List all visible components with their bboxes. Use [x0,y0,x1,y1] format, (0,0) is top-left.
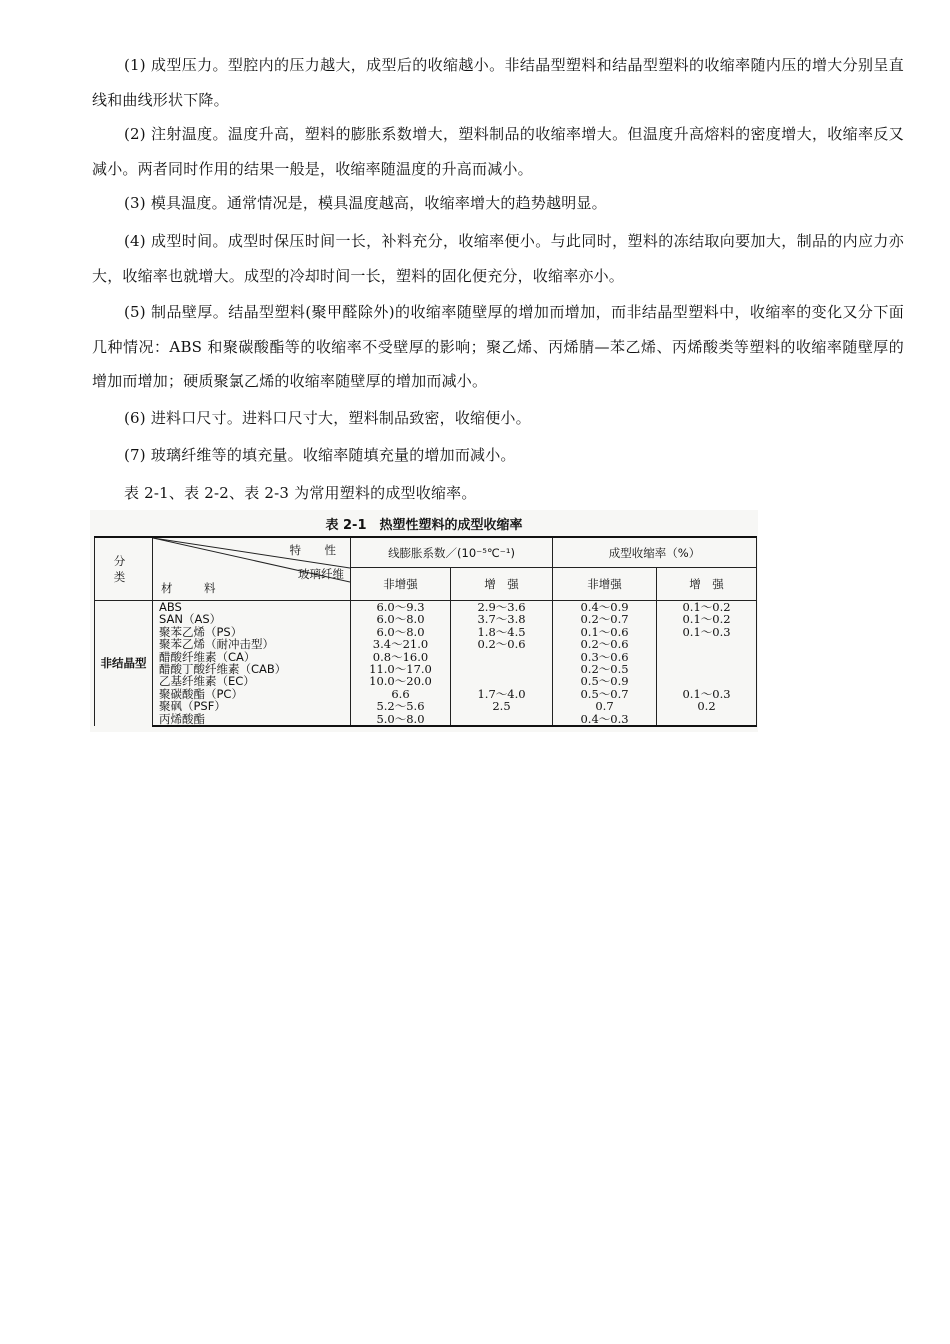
exp-rein-cell: 3.7～3.8 [451,613,553,625]
table-row [95,613,757,625]
material-cell: 聚苯乙烯（PS） [153,626,351,638]
header-shr-non-reinforced: 非增强 [553,568,657,601]
material-cell: 聚碳酸酯（PC） [153,688,351,700]
material-cell: 乙基纤维素（EC） [153,675,351,687]
table-row [95,651,757,663]
exp-rein-cell [451,663,553,675]
exp-rein-cell: 1.8～4.5 [451,626,553,638]
header-property: 特 性 [289,543,342,557]
header-expansion: 线膨胀系数／(10⁻⁵℃⁻¹) [351,537,553,568]
shr-rein-cell [657,663,757,675]
shr-non-cell: 0.5～0.7 [553,688,657,700]
shr-non-cell: 0.7 [553,700,657,712]
header-exp-reinforced: 增 强 [451,568,553,601]
exp-rein-cell: 1.7～4.0 [451,688,553,700]
exp-rein-cell [451,713,553,726]
exp-non-cell: 10.0～20.0 [351,675,451,687]
paragraph-injection-temperature: (2) 注射温度。温度升高，塑料的膨胀系数增大，塑料制品的收缩率增大。但温度升高熔料的密度增大，收缩率反又减小。两者同时作用的结果一般是，收缩率随温度的升高而减小。 [92,125,904,178]
shr-non-cell: 0.5～0.9 [553,675,657,687]
shr-non-cell: 0.3～0.6 [553,651,657,663]
exp-rein-cell [451,651,553,663]
header-shrinkage: 成型收缩率（%） [553,537,757,568]
header-diagonal-cell [153,537,351,601]
paragraph-molding-pressure: (1) 成型压力。型腔内的压力越大，成型后的收缩越小。非结晶型塑料和结晶型塑料的收缩率随内压的增大分别呈直线和曲线形状下降。 [92,56,904,109]
table-row [95,713,757,726]
material-cell: 丙烯酸酯 [153,713,351,726]
paragraph-filler-content: (7) 玻璃纤维等的填充量。收缩率随填充量的增加而减小。 [124,446,516,464]
table-row [95,700,757,712]
shr-rein-cell: 0.1～0.3 [657,626,757,638]
table-row [95,663,757,675]
shr-rein-cell: 0.1～0.2 [657,601,757,614]
shr-rein-cell: 0.1～0.2 [657,613,757,625]
table-row [95,601,757,614]
exp-rein-cell [451,675,553,687]
table-row [95,675,757,687]
shr-rein-cell [657,638,757,650]
shr-rein-cell: 0.2 [657,700,757,712]
exp-rein-cell: 2.5 [451,700,553,712]
header-glass-fiber: 玻璃纤维 [298,567,344,581]
paragraph-table-reference: 表 2-1、表 2-2、表 2-3 为常用塑料的成型收缩率。 [124,484,477,502]
exp-non-cell: 6.0～8.0 [351,626,451,638]
paragraph-wall-thickness: (5) 制品壁厚。结晶型塑料(聚甲醛除外)的收缩率随壁厚的增加而增加，而非结晶型塑料中，收缩率的变化又分下面几种情况：ABS 和聚碳酸酯等的收缩率不受壁厚的影响；聚乙烯、丙烯腈—苯乙烯、丙烯酸类等塑料的收缩率随壁厚的增加而增加；硬质聚氯乙烯的收缩率随壁厚的增加而减小。 [92,303,904,390]
material-cell: SAN（AS） [153,613,351,625]
exp-non-cell: 6.0～9.3 [351,601,451,614]
shr-rein-cell: 0.1～0.3 [657,688,757,700]
shr-non-cell: 0.2～0.6 [553,638,657,650]
paragraph-gate-size: (6) 进料口尺寸。进料口尺寸大，塑料制品致密，收缩便小。 [124,409,531,427]
shr-non-cell: 0.2～0.7 [553,613,657,625]
material-cell: 聚苯乙烯（耐冲击型） [153,638,351,650]
material-cell: 醋酸丁酸纤维素（CAB） [153,663,351,675]
exp-non-cell: 6.0～8.0 [351,613,451,625]
material-cell: 醋酸纤维素（CA） [153,651,351,663]
exp-rein-cell: 0.2～0.6 [451,638,553,650]
shr-non-cell: 0.4～0.3 [553,713,657,726]
table-figure [90,510,758,732]
exp-non-cell: 3.4～21.0 [351,638,451,650]
exp-non-cell: 6.6 [351,688,451,700]
paragraph-mold-temperature: (3) 模具温度。通常情况是，模具温度越高，收缩率增大的趋势越明显。 [124,194,607,212]
exp-non-cell: 11.0～17.0 [351,663,451,675]
shr-non-cell: 0.1～0.6 [553,626,657,638]
exp-non-cell: 5.2～5.6 [351,700,451,712]
material-cell: ABS [153,601,351,614]
header-category: 分 类 [95,537,153,601]
paragraph-molding-time: (4) 成型时间。成型时保压时间一长，补料充分，收缩率便小。与此同时，塑料的冻结取向要加大，制品的内应力亦大，收缩率也就增大。成型的冷却时间一长，塑料的固化便充分，收缩率亦小。 [92,232,904,285]
exp-rein-cell: 2.9～3.6 [451,601,553,614]
shr-rein-cell [657,651,757,663]
shrinkage-table [94,536,757,727]
category-cell: 非结晶型 [95,601,153,727]
header-shr-reinforced: 增 强 [657,568,757,601]
exp-non-cell: 5.0～8.0 [351,713,451,726]
material-cell: 聚砜（PSF） [153,700,351,712]
header-exp-non-reinforced: 非增强 [351,568,451,601]
table-row [95,626,757,638]
table-row [95,688,757,700]
header-material: 材 料 [161,581,226,595]
shr-non-cell: 0.2～0.5 [553,663,657,675]
exp-non-cell: 0.8～16.0 [351,651,451,663]
shr-rein-cell [657,675,757,687]
table-caption: 表 2-1 热塑性塑料的成型收缩率 [325,518,523,533]
table-row [95,638,757,650]
shr-rein-cell [657,713,757,726]
shr-non-cell: 0.4～0.9 [553,601,657,614]
